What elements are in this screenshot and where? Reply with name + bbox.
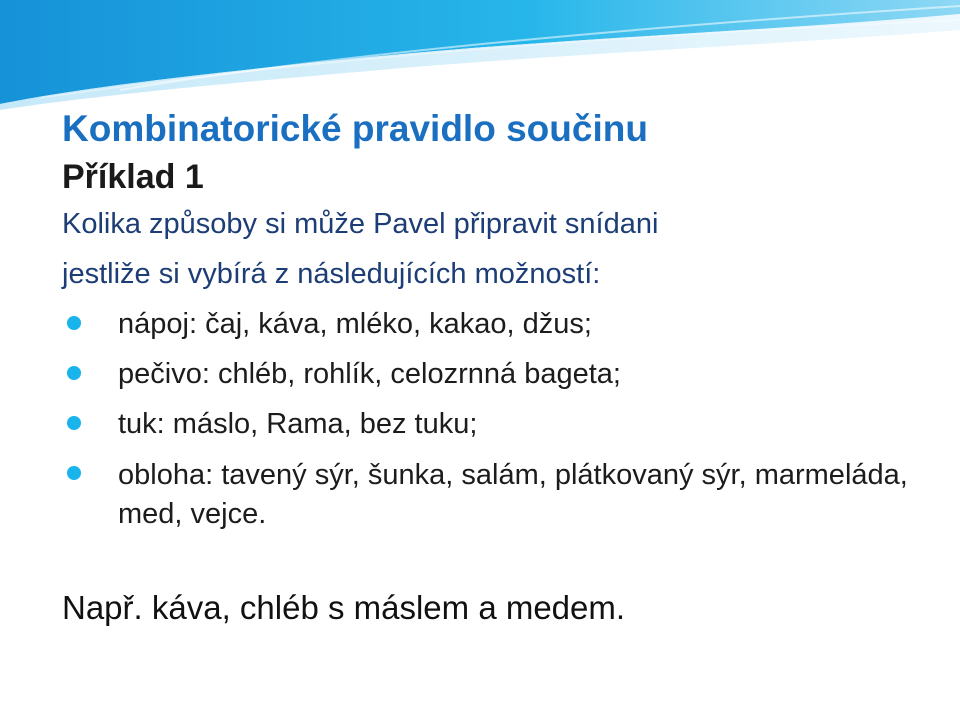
list-item-text: nápoj: čaj, káva, mléko, kakao, džus; <box>118 308 592 340</box>
intro-line-2: jestliže si vybírá z následujících možností: <box>62 258 601 290</box>
list-item-topping <box>62 456 942 534</box>
intro-line-1: Kolika způsoby si může Pavel připravit snídani <box>62 208 659 240</box>
options-list <box>62 306 942 548</box>
list-item-text: obloha: tavený sýr, šunka, salám, plátkovaný sýr, marmeláda, med, vejce. <box>118 459 908 530</box>
list-item-fat <box>62 406 942 442</box>
list-item-pastry <box>62 356 942 392</box>
bullet-dot-icon <box>67 316 81 330</box>
list-item-drink <box>62 306 942 342</box>
slide-title: Kombinatorické pravidlo součinu <box>62 108 648 149</box>
example-text: Např. káva, chléb s máslem a medem. <box>62 589 626 626</box>
list-item-text: tuk: máslo, Rama, bez tuku; <box>118 408 478 440</box>
bullet-dot-icon <box>67 466 81 480</box>
bullet-dot-icon <box>67 366 81 380</box>
slide-subtitle: Příklad 1 <box>62 158 204 196</box>
header-wave-decoration <box>0 0 960 110</box>
list-item-text: pečivo: chléb, rohlík, celozrnná bageta; <box>118 358 621 390</box>
bullet-dot-icon <box>67 416 81 430</box>
